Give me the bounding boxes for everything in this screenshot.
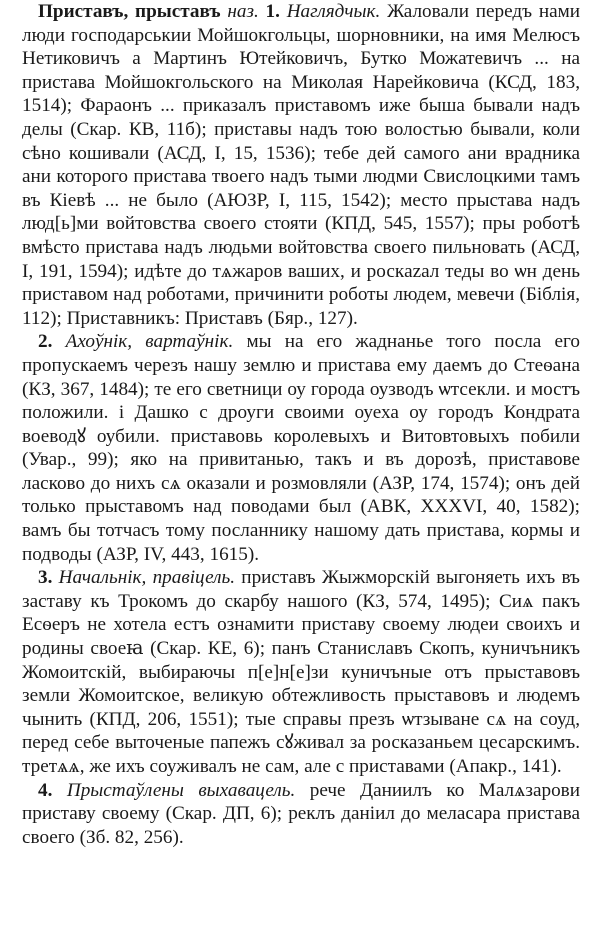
sense-number: 1. [265,1,280,22]
sense-2-paragraph [22,330,580,566]
sense-number: 3. [38,567,53,589]
sense-definition: Наглядчык. [286,1,381,22]
grammar-label: наз. [227,1,259,22]
sense-definition: Ахоўнік, вартаўнік. [65,331,234,353]
sense-citations: рече Даниилъ ко Малѧзарови приставу своему (Скар. ДП, 6); реклъ даніил до меласара пристава своего (Зб. 82, 256). [22,779,581,848]
sense-4-paragraph [22,779,580,850]
headword: Приставъ, прыставъ [38,1,221,22]
dictionary-entry [22,0,580,849]
sense-definition: Начальнік, правіцель. [58,567,236,589]
sense-3-paragraph [22,566,580,778]
sense-number: 4. [38,779,53,801]
sense-1-paragraph [22,0,580,330]
sense-definition: Прыстаўлены выхавацель. [66,779,296,801]
sense-number: 2. [38,331,53,353]
sense-citations: Жаловали передъ нами люди господарськии Мойшокгольцы, шорновники, на имя Мелюсъ Нетиковичъ а Мартинъ Ютейковичъ, Бутко Можатевичъ ... на пристава Мойшокгольского на Миколая Нарейковича (КСД, 183, 1514); Фараонъ ... приказалъ приставомъ иже быша бывали надъ делы (Скар. КВ, 11б); приставы надъ тою волостью бывали, коли сѣно кошивали (АСД, I, 15, 1536); тебе дей самого ани врадника ани которого пристава твоего надъ тыми людми Свислоцкими тамъ въ Кіевѣ ... не было (АЮЗР, I, 115, 1542); место прыстава надъ люд[ь]ми войтовства своего стояти (КПД, 545, 1557); пры роботѣ вмѣсто пристава надъ людьми войтовства своего пильновать (АСД, I, 191, 1594); идѣте до тѧжаров ваших, и роскazaл теды во ѡн день приставом над роботами, причинити роботы людем, мевечи (Біблія, 112); Приставникъ: Приставъ (Бяр., 127). [22,1,581,329]
sense-citations: приставъ Жыжморскій выгоняеть ихъ въ заставу къ Трокомъ до скарбу нашого (КЗ, 574, 1495); Сиѧ пакъ Есѳеръ не хотела естъ ознамити приставу своему людеи своихъ и родины своеꙗ (Скар. КЕ, 6); панъ Станиславъ Скопъ, куничъникъ Жомоитскій, выбираючы п[е]н[е]зи куничъные отъ прыставовъ земли Жомоитское, великую обтежливость прыставовъ и людемъ чынить (КПД, 206, 1551); тые справы презъ ѡтзыване сѧ на соуд, перед себе выточеные папежъ сꙋживал за росказаньем цесарскимъ. третѧѧ, же ихъ соуживалъ не сам, але с приставами (Апакр., 141). [22,567,580,777]
sense-citations: мы на его жаднанье того посла его пропускаемъ черезъ нашу землю и пристава ему даемъ до Стеѳана (КЗ, 367, 1484); те его светници оу города оузводъ ѡтсекли. и мостъ положили. і Дашко с дроуги своими оуеха оу городъ Кондрата воеводꙋ оубили. приставовь королевыхъ и Витовтовыхъ побили (Увар., 99); яко на привитанью, такъ и въ дорозѣ, приставове ласково до нихъ сѧ оказали и розмовляли (АЗР, 174, 1574); онъ дей только прыставомъ над поводами был (АВК, XXXVI, 40, 1582); вамъ бы тотчасъ тому посланнику нашому дать пристава, кормы и подводы (АЗР, IV, 443, 1615). [22,331,580,565]
